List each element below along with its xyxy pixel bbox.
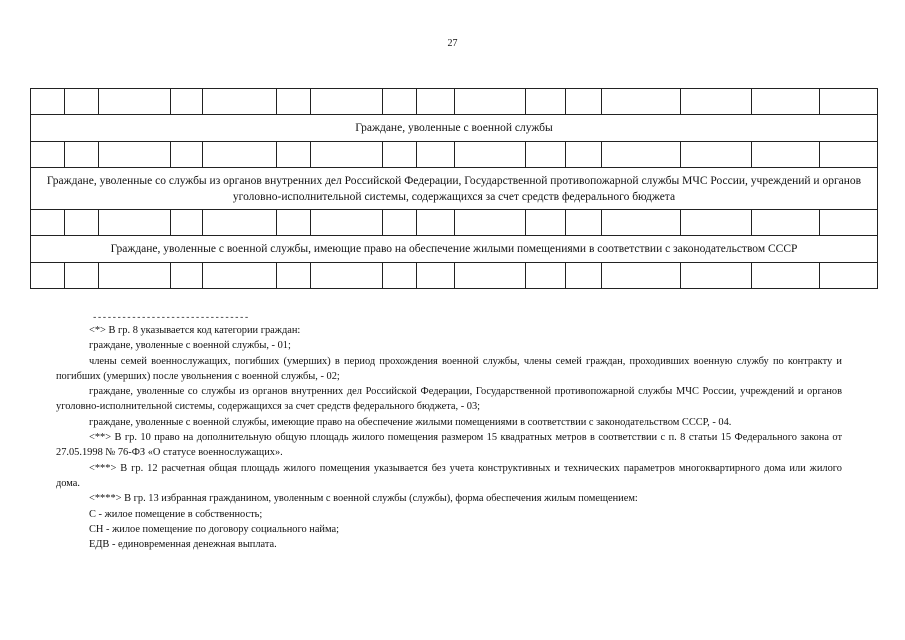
table-cell [383, 89, 417, 115]
table-section-heading [31, 236, 878, 263]
table-cell [820, 142, 878, 168]
table-cell [566, 263, 602, 289]
table-cell [203, 142, 277, 168]
table-section-heading [31, 168, 878, 210]
table-cell [455, 89, 526, 115]
footnote-item: граждане, уволенные с военной службы, имеющие право на обеспечение жилыми помещениями в соответствии с законодательством СССР, - 04. [89, 416, 732, 428]
footnote-item: <***> В гр. 12 расчетная общая площадь жилого помещения указывается без учета конструктивных и технических параметров многоквартирного дома или жилого дома. [56, 462, 842, 489]
table-cell [311, 142, 383, 168]
table-cell [752, 89, 820, 115]
table-cell [602, 142, 681, 168]
table-cell [455, 263, 526, 289]
table-cell [752, 210, 820, 236]
table-section-heading [31, 115, 878, 142]
table-cell [311, 210, 383, 236]
section-heading-ussr-law: Граждане, уволенные с военной службы, имеющие право на обеспечение жилыми помещениями в соответствии с законодательством СССР [31, 236, 878, 263]
footnote-item: <**> В гр. 10 право на дополнительную общую площадь жилого помещения размером 15 квадратных метров в соответствии с п. 8 статьи 15 Федерального закона от 27.05.1998 № 76-ФЗ «О статусе военнослужащих». [56, 432, 842, 459]
table-cell [455, 142, 526, 168]
footnote-separator: -------------------------------- [92, 313, 249, 323]
page-number: 27 [447, 38, 458, 49]
table-cell [752, 142, 820, 168]
table-cell [455, 210, 526, 236]
footnote-item: граждане, уволенные с военной службы, - 01; [89, 340, 291, 352]
table-cell [417, 210, 455, 236]
table-cell [311, 263, 383, 289]
table-cell [417, 142, 455, 168]
table-cell [65, 142, 99, 168]
table-cell [31, 89, 65, 115]
footnotes [56, 313, 842, 552]
table-cell [383, 210, 417, 236]
table-cell [752, 263, 820, 289]
table-cell [99, 210, 171, 236]
footnote-item: ЕДВ - единовременная денежная выплата. [89, 539, 277, 551]
table-cell [417, 263, 455, 289]
table-cell [602, 210, 681, 236]
footnote-item: СН - жилое помещение по договору социального найма; [89, 523, 339, 535]
table-cell [99, 263, 171, 289]
table-cell [31, 142, 65, 168]
table-cell [417, 89, 455, 115]
table-cell [526, 263, 566, 289]
footnote-item: <****> В гр. 13 избранная гражданином, уволенным с военной службы (службы), форма обеспечения жилым помещением: [89, 493, 638, 505]
table-row [31, 89, 878, 115]
footnote-item: граждане, уволенные со службы из органов внутренних дел Российской Федерации, Государственной противопожарной службы МЧС России, учреждений и органов уголовно-исполнительной системы, содержащихся за счет средств федерального бюджета, - 03; [56, 386, 842, 413]
table-cell [820, 89, 878, 115]
table-cell [820, 263, 878, 289]
table-cell [602, 263, 681, 289]
table-cell [383, 142, 417, 168]
table-cell [277, 263, 311, 289]
table-row [31, 142, 878, 168]
table-cell [566, 89, 602, 115]
table-cell [203, 263, 277, 289]
table-cell [383, 263, 417, 289]
table-cell [31, 210, 65, 236]
footnote-item: члены семей военнослужащих, погибших (умерших) в период прохождения военной службы, члены семей граждан, проходивших военную службу по контракту и погибших (умерших) после увольнения с военной службы, - 02; [56, 355, 842, 382]
table-row [31, 263, 878, 289]
footnote-item: С - жилое помещение в собственность; [89, 508, 263, 520]
table-cell [311, 89, 383, 115]
table-cell [277, 142, 311, 168]
table-cell [602, 89, 681, 115]
table-cell [99, 89, 171, 115]
table-cell [681, 210, 752, 236]
table-cell [171, 210, 203, 236]
table-cell [526, 142, 566, 168]
table-row [31, 210, 878, 236]
table-cell [820, 210, 878, 236]
table-cell [681, 263, 752, 289]
table-cell [277, 210, 311, 236]
table-cell [65, 210, 99, 236]
section-heading-internal-affairs: Граждане, уволенные со службы из органов внутренних дел Российской Федерации, Государственной противопожарной службы МЧС России, учреждений и органов уголовно-исполнительной системы, содержащихся за счет средств федерального бюджета [31, 168, 878, 210]
footnote-item: <*> В гр. 8 указывается код категории граждан: [89, 325, 301, 336]
table-cell [566, 210, 602, 236]
table-cell [277, 89, 311, 115]
register-table [30, 88, 878, 289]
table-cell [203, 210, 277, 236]
table-cell [171, 89, 203, 115]
table-cell [99, 142, 171, 168]
table-cell [65, 89, 99, 115]
table-cell [526, 89, 566, 115]
table-cell [566, 142, 602, 168]
table-cell [171, 142, 203, 168]
table-cell [681, 89, 752, 115]
table-cell [65, 263, 99, 289]
table-cell [171, 263, 203, 289]
table-cell [681, 142, 752, 168]
table-cell [526, 210, 566, 236]
table-cell [31, 263, 65, 289]
table-cell [203, 89, 277, 115]
section-heading-military: Граждане, уволенные с военной службы [31, 115, 878, 142]
